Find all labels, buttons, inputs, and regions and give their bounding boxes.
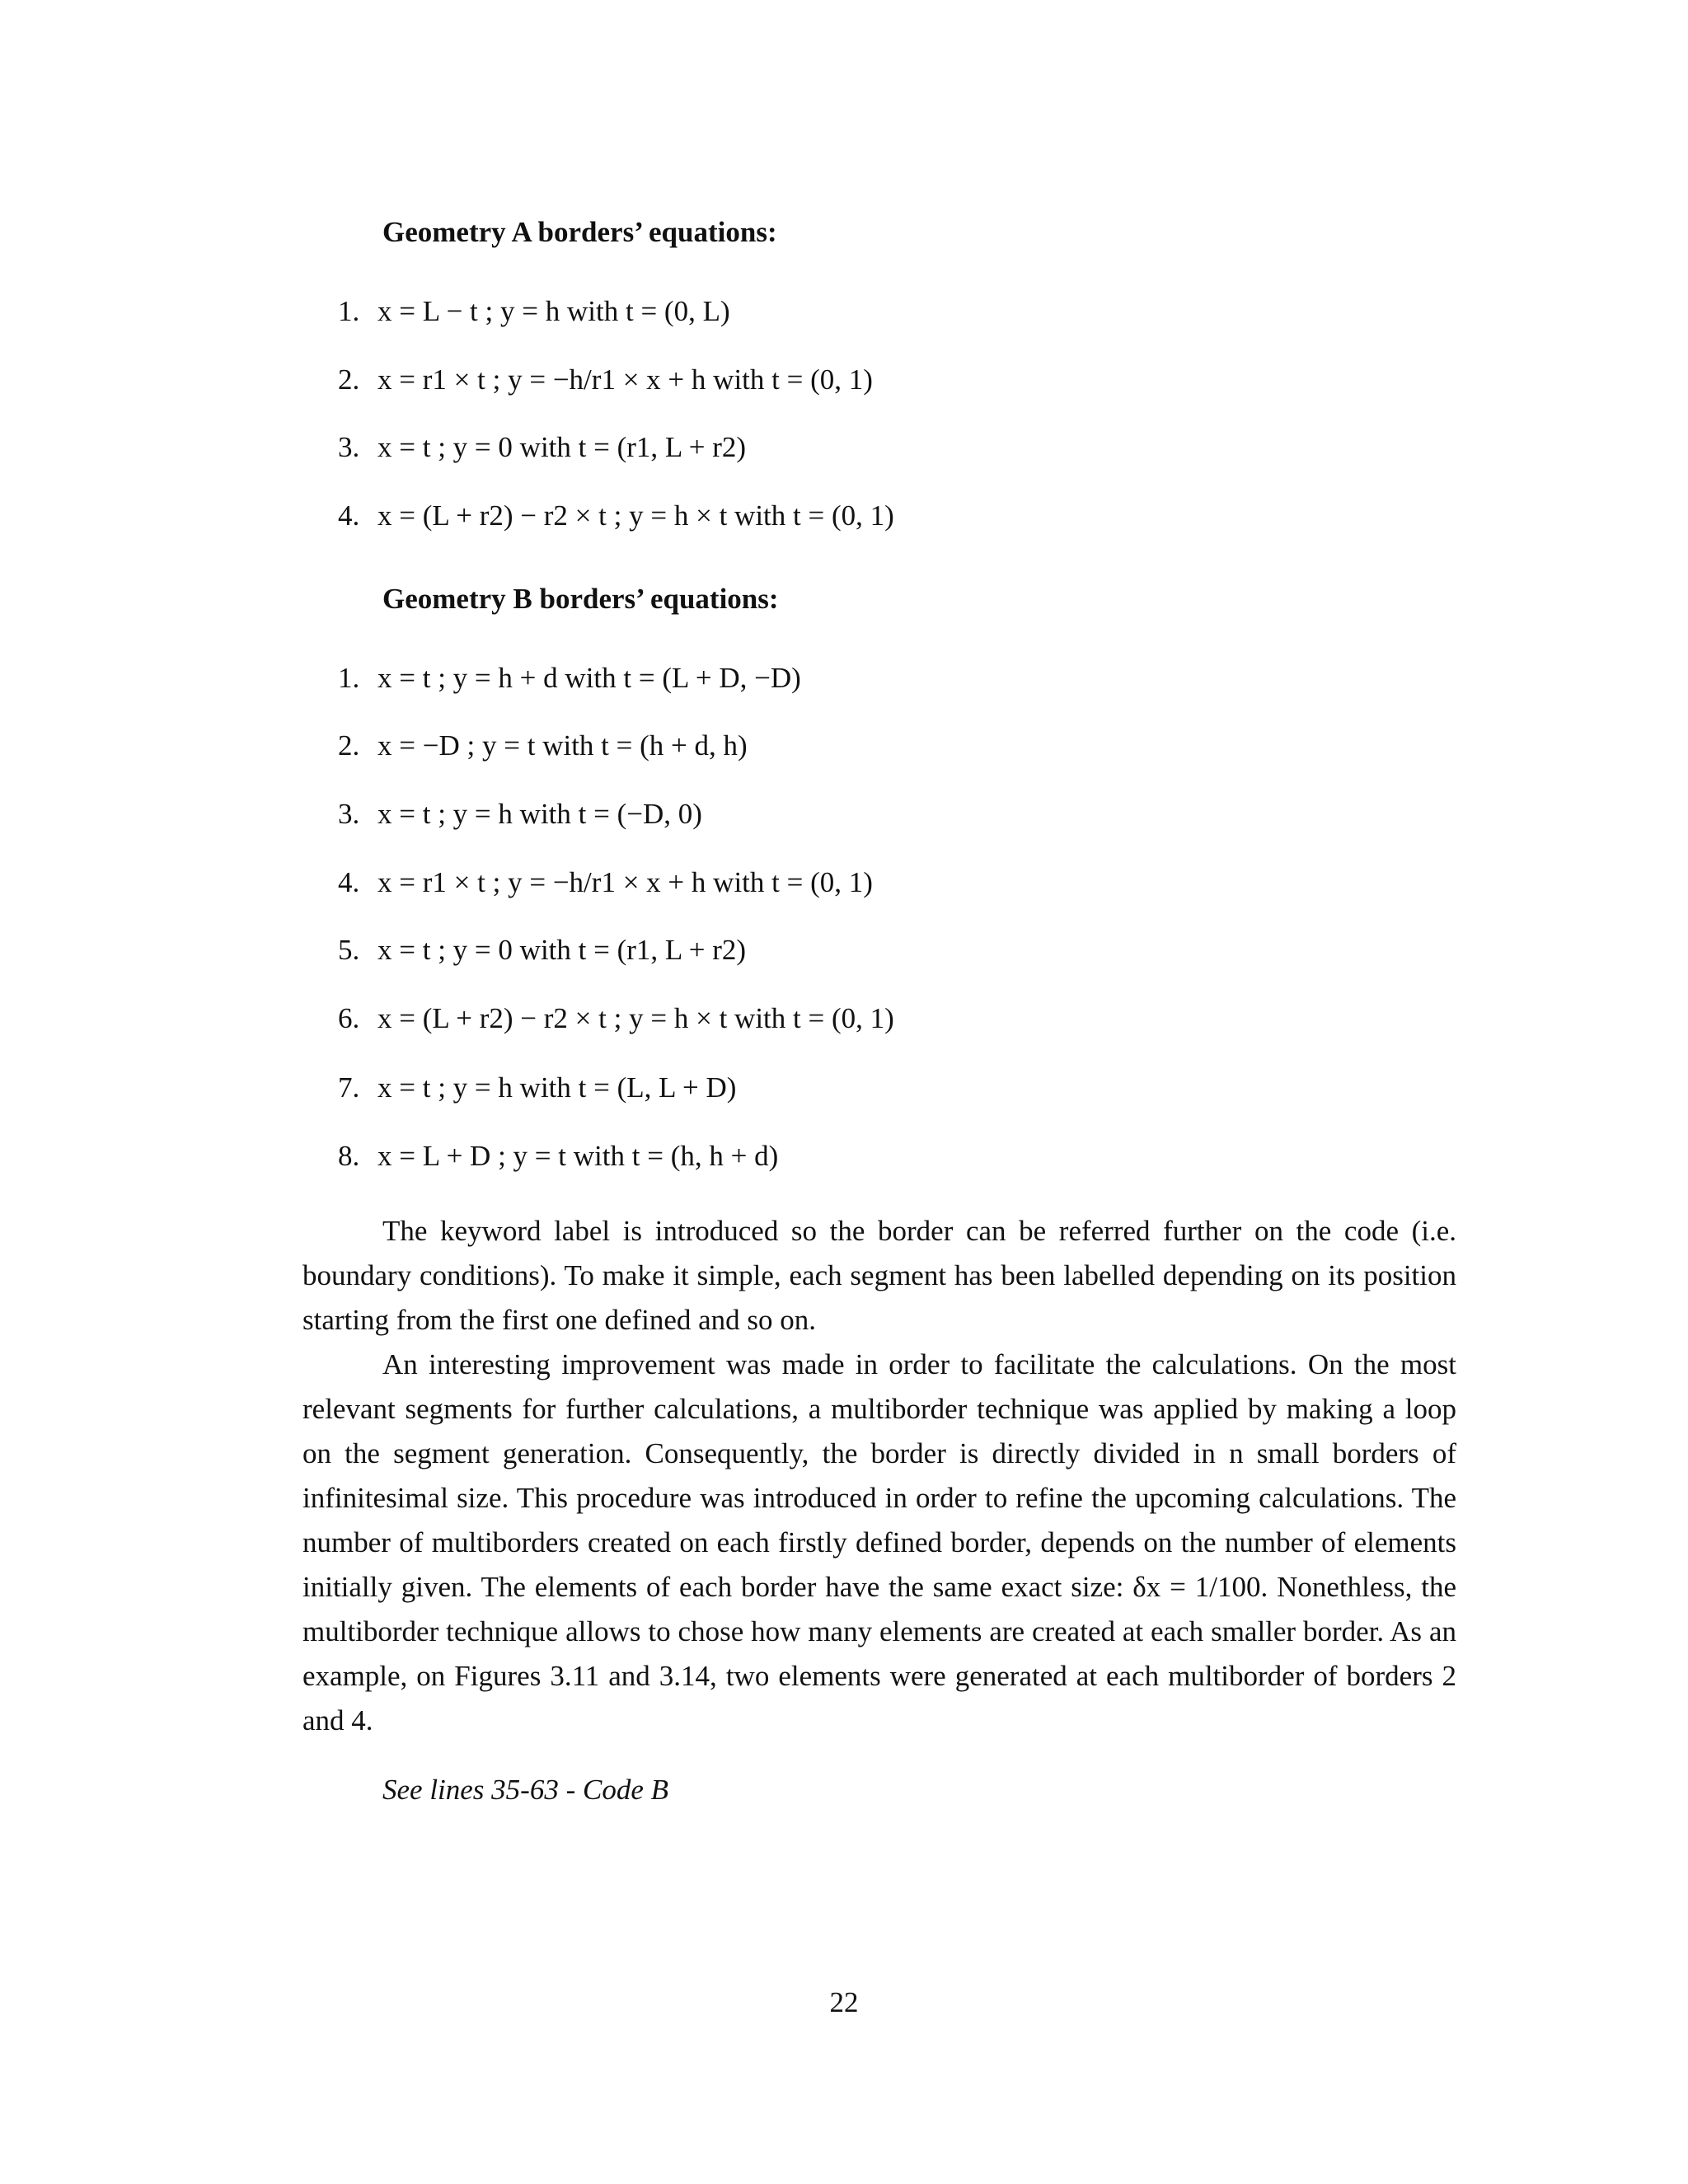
equation-number: 4. [338, 499, 360, 532]
equation-number: 7. [338, 1071, 360, 1104]
paragraph-label-keyword: The keyword label is introduced so the border can be referred further on the code (i.e. boundary conditions). To make it simple, each segment has been labelled depending on its position starting from the first one defined and so on. [302, 1215, 1456, 1336]
equation-number: 5. [338, 934, 360, 966]
geometry-b-equation-1 [338, 654, 801, 703]
equation-text: x = (L + r2) − r2 × t ; y = h × t with t = (0, 1) [377, 499, 894, 532]
equation-number: 2. [338, 729, 360, 762]
equation-number: 1. [338, 662, 360, 694]
geometry-b-equation-5 [338, 926, 746, 975]
equation-text: x = −D ; y = t with t = (h + d, h) [377, 729, 748, 762]
equation-text: x = t ; y = h with t = (−D, 0) [377, 798, 702, 830]
equation-text: x = r1 × t ; y = −h/r1 × x + h with t = (0, 1) [377, 363, 873, 396]
geometry-b-equation-2 [338, 721, 748, 771]
geometry-b-equation-8 [338, 1132, 778, 1181]
equation-text: x = (L + r2) − r2 × t ; y = h × t with t = (0, 1) [377, 1002, 894, 1034]
equation-text: x = t ; y = h + d with t = (L + D, −D) [377, 662, 801, 694]
paragraph-multiborder: An interesting improvement was made in order to facilitate the calculations. On the most relevant segments for further calculations, a multiborder technique was applied by making a loop on the segment generation. Consequently, the border is directly divided in n small borders of infinitesimal size. This procedure was introduced in order to refine the upcoming calculations. The number of multiborders created on each firstly defined border, depends on the number of elements initially given. The elements of each border have the same exact size: δx = 1/100. Nonethless, the multiborder technique allows to chose how many elements are created at each smaller border. As an example, on Figures 3.11 and 3.14, two elements were generated at each multiborder of borders 2 and 4. [302, 1348, 1456, 1736]
equation-number: 2. [338, 363, 360, 396]
equation-text: x = t ; y = 0 with t = (r1, L + r2) [377, 431, 747, 463]
equation-number: 3. [338, 431, 360, 463]
equation-text: x = t ; y = h with t = (L, L + D) [377, 1071, 737, 1104]
equation-number: 8. [338, 1140, 360, 1172]
geometry-b-equation-6 [338, 994, 894, 1043]
equation-text: x = L + D ; y = t with t = (h, h + d) [377, 1140, 779, 1172]
geometry-b-equation-3 [338, 790, 702, 839]
equation-text: x = r1 × t ; y = −h/r1 × x + h with t = (0, 1) [377, 866, 873, 898]
geometry-a-equation-2 [338, 355, 873, 405]
equation-text: x = L − t ; y = h with t = (0, L) [377, 295, 730, 327]
geometry-a-heading: Geometry A borders’ equations: [382, 216, 777, 248]
geometry-b-equation-7 [338, 1063, 736, 1113]
geometry-a-equation-4 [338, 491, 894, 541]
equation-number: 4. [338, 866, 360, 898]
equation-number: 3. [338, 798, 360, 830]
equation-text: x = t ; y = 0 with t = (r1, L + r2) [377, 934, 747, 966]
equation-number: 6. [338, 1002, 360, 1034]
page-number: 22 [829, 1986, 859, 2018]
code-reference: See lines 35-63 - Code B [382, 1774, 668, 1806]
geometry-b-equation-4 [338, 858, 873, 907]
body-text [302, 1209, 1456, 1743]
equation-number: 1. [338, 295, 360, 327]
geometry-b-heading: Geometry B borders’ equations: [382, 583, 779, 615]
geometry-a-equation-3 [338, 423, 746, 472]
geometry-a-equation-1 [338, 287, 730, 336]
